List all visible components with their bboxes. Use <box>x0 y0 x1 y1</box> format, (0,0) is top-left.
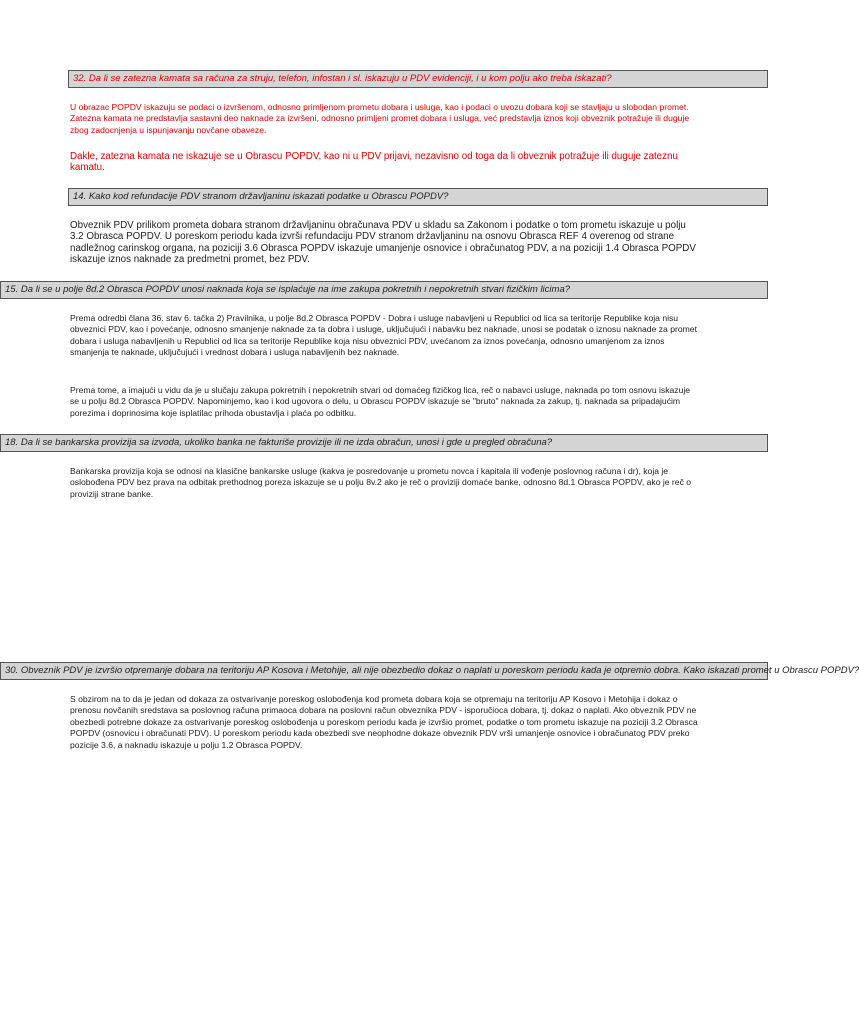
answer-paragraph: Prema tome, a imajući u vidu da je u slučaju zakupa pokretnih i nepokretnih stvari od domaćeg fizičkog lica, reč o nabavci usluge, naknada po tom osnovu iskazuje se u polju 8d.2 Obrasca POPDV. Napominjemo, kao i kod ugovora o delu, u Obrascu POPDV iskazuje se "bruto" naknada za zakup, tj. naknada sa pripadajućim porezima i doprinosima koje isplatilac prihoda obustavlja i plaća po odbitku. <box>70 385 691 418</box>
answer-paragraph: Bankarska provizija koja se odnosi na klasične bankarske usluge (kakva je posredovanje u prometu novca i kapitala ili vođenje poslovnog računa i dr), koja je oslobođena PDV bez prava na odbitak prethodnog poreza iskazuje se u polju 8v.2 ako je reč o proviziji domaće banke, odnosno 8d.1 Obrasca POPDV, ako je reč o proviziji strane banke. <box>70 466 692 499</box>
answer-paragraph: Dakle, zatezna kamata ne iskazuje se u Obrascu POPDV, kao ni u PDV prijavi, nezavisno od toga da li obveznik potražuje ili duguje zateznu kamatu. <box>70 151 678 174</box>
answer-paragraph: S obzirom na to da je jedan od dokaza za ostvarivanje poreskog oslobođenja kod prometa dobara koja se otpremaju na teritoriju AP Kosovo i Metohija i dokaz o prenosu novčanih sredstava sa poslovnog računa primaoca dobara na poslovni račun obveznika PDV - isporučioca dobara, tj. dokaz o naplati. Ako obveznik PDV ne obezbedi potrebne dokaze za ostvarivanje poreskog oslobođenja u poreskom periodu kada je izvršio promet, podatke o tom prometu iskazuje na poziciji 3.2 Obrasca POPDV (osnovicu i obračunati PDV). U poreskom periodu kada obezbedi sve neophodne dokaze obveznik PDV vrši umanjenje osnovice i obračunatog PDV preko pozicije 3.6, a naknadu iskazuje u polju 1.2 Obrasca POPDV. <box>70 694 698 750</box>
question-header: 14. Kako kod refundacije PDV stranom državljaninu iskazati podatke u Obrascu POPDV? <box>68 188 768 206</box>
question-header: 30. Obveznik PDV je izvršio otpremanje dobara na teritoriju AP Kosova i Metohije, ali nije obezbedio dokaz o naplati u poreskom periodu kada je otpremio dobra. Kako iskazati promet u Obrascu POPDV? <box>0 662 768 680</box>
question-header: 15. Da li se u polje 8d.2 Obrasca POPDV unosi naknada koja se isplaćuje na ime zakupa pokretnih i nepokretnih stvari fizičkim licima? <box>0 281 768 299</box>
answer-paragraph: Obveznik PDV prilikom prometa dobara stranom državljaninu obračunava PDV u skladu sa Zakonom i podatke o tom prometu iskazuje u polju 3.2 Obrasca POPDV. U poreskom periodu kada izvrši refundaciju PDV stranom državljaninu na osnovu Obrasca REF 4 overenog od strane nadležnog carinskog organa, na poziciji 3.6 Obrasca POPDV iskazuje umanjenje osnovice i obračunatog PDV, a na poziciji 1.4 Obrasca POPDV iskazuje iznos naknade za predmetni promet, bez PDV. <box>70 220 696 266</box>
answer-paragraph: U obrazac POPDV iskazuju se podaci o izvršenom, odnosno primljenom prometu dobara i usluga, kao i podaci o uvozu dobara koji se stavljaju u slobodan promet. Zatezna kamata ne predstavlja sastavni deo naknade za izvršeni, odnosno primljeni promet dobara i usluga, već predstavlja iznos koji obveznik potražuje ili duguje zbog zadocnjenja u ispunjavanju novčane obaveze. <box>70 102 690 135</box>
question-header: 18. Da li se bankarska provizija sa izvoda, ukoliko banka ne fakturiše provizije ili ne izda obračun, unosi i gde u pregled obračuna? <box>0 434 768 452</box>
question-header: 32. Da li se zatezna kamata sa računa za struju, telefon, infostan i sl. iskazuju u PDV evidenciji, i u kom polju ako treba iskazati? <box>68 70 768 88</box>
answer-paragraph: Prema odredbi člana 36. stav 6. tačka 2) Pravilnika, u polje 8d.2 Obrasca POPDV - Dobra i usluge nabavljeni u Republici od lica sa teritorije Republike koja nisu obveznici PDV, kao i povećanje, odnosno smanjenje naknade za ta dobra i usluge, uključujući i nabavku bez naknade, unosi se podatak o iznosu naknade za promet dobara i usluga nabavljenih u Republici od lica sa teritorije Republike koja nisu obveznici PDV, uvećanom za iznos povećanja, odnosno umanjenom za iznos smanjenja te naknade, uključujući i vrednost dobara i usluga nabavljenih bez naknade. <box>70 313 697 358</box>
